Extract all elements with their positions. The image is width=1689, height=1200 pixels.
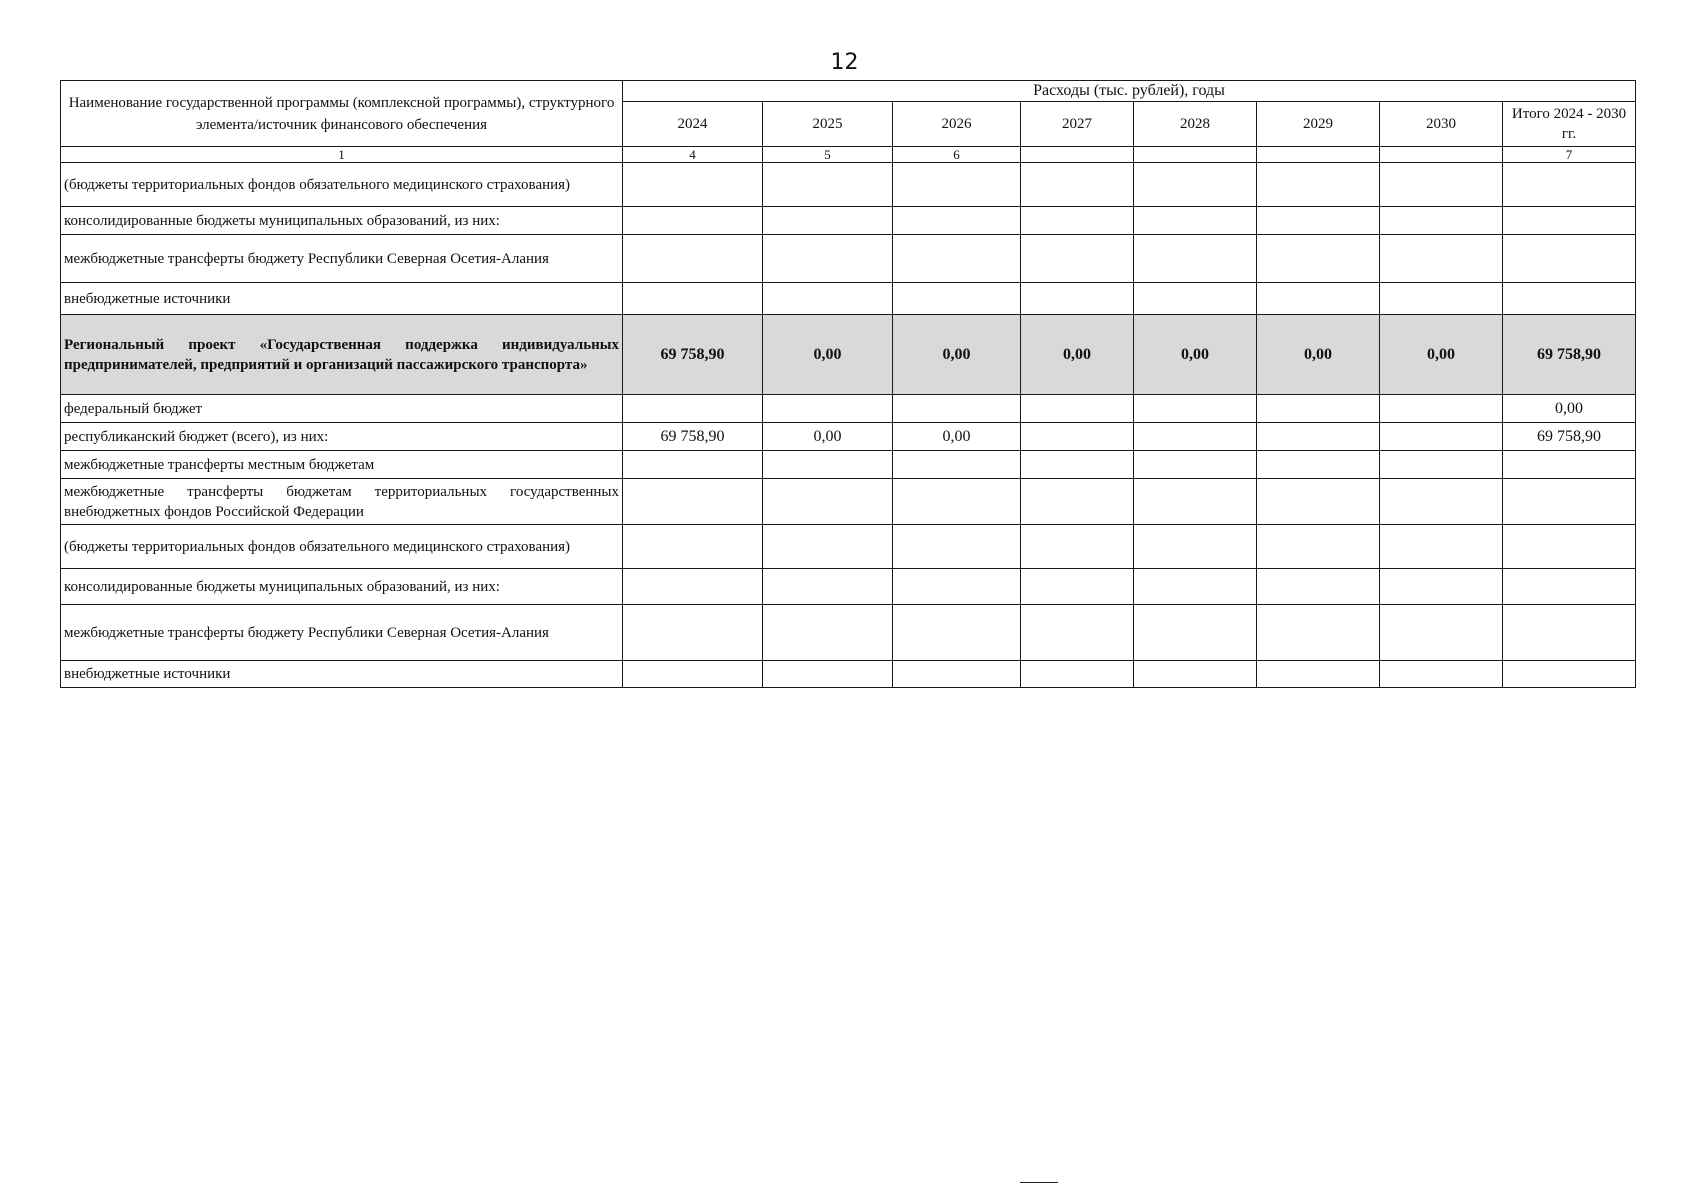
table-row-regional-project	[61, 315, 1636, 395]
row-value-total: 69 758,90	[1503, 423, 1636, 451]
table-row	[61, 479, 1636, 525]
row-value-total	[1503, 605, 1636, 661]
table-row	[61, 207, 1636, 235]
row-value-2025	[763, 569, 893, 605]
row-value-2027: 0,00	[1021, 315, 1134, 395]
row-value-2024	[623, 605, 763, 661]
column-number-row	[61, 147, 1636, 163]
row-label: федеральный бюджет	[61, 395, 623, 423]
row-value-2027	[1021, 283, 1134, 315]
row-value-2025	[763, 451, 893, 479]
row-value-total	[1503, 525, 1636, 569]
table-row	[61, 163, 1636, 207]
row-value-2030	[1380, 235, 1503, 283]
row-value-2029	[1257, 207, 1380, 235]
column-number: 7	[1503, 147, 1636, 163]
row-value-2027	[1021, 661, 1134, 688]
column-number	[1257, 147, 1380, 163]
budget-table	[60, 80, 1636, 688]
header-year-2026: 2026	[893, 102, 1021, 147]
row-value-2030	[1380, 283, 1503, 315]
row-value-2028	[1134, 163, 1257, 207]
row-value-total	[1503, 569, 1636, 605]
row-value-total	[1503, 235, 1636, 283]
row-value-2024	[623, 163, 763, 207]
row-value-2027	[1021, 479, 1134, 525]
row-value-2030	[1380, 605, 1503, 661]
row-value-2024	[623, 661, 763, 688]
row-value-2026	[893, 605, 1021, 661]
row-label: межбюджетные трансферты местным бюджетам	[61, 451, 623, 479]
row-value-2027	[1021, 423, 1134, 451]
row-value-total: 69 758,90	[1503, 315, 1636, 395]
row-value-2028	[1134, 235, 1257, 283]
row-value-2026	[893, 283, 1021, 315]
row-value-2026	[893, 479, 1021, 525]
row-value-2024: 69 758,90	[623, 315, 763, 395]
header-year-2030: 2030	[1380, 102, 1503, 147]
row-value-2024	[623, 283, 763, 315]
row-value-2024	[623, 235, 763, 283]
row-label: межбюджетные трансферты бюджету Республики Северная Осетия-Алания	[61, 605, 623, 661]
row-value-2027	[1021, 235, 1134, 283]
row-value-2027	[1021, 569, 1134, 605]
row-value-2028	[1134, 283, 1257, 315]
row-value-2025	[763, 235, 893, 283]
row-value-2030	[1380, 163, 1503, 207]
row-label: межбюджетные трансферты бюджетам территориальных государственных внебюджетных фондов Российской Федерации	[61, 479, 623, 525]
row-value-2028	[1134, 661, 1257, 688]
row-value-2026	[893, 163, 1021, 207]
row-value-2027	[1021, 525, 1134, 569]
table-row	[61, 569, 1636, 605]
row-value-total	[1503, 451, 1636, 479]
row-value-2028	[1134, 423, 1257, 451]
row-value-2029	[1257, 283, 1380, 315]
row-value-2027	[1021, 395, 1134, 423]
table-row	[61, 395, 1636, 423]
row-value-total	[1503, 207, 1636, 235]
row-value-2029	[1257, 395, 1380, 423]
column-number: 5	[763, 147, 893, 163]
header-year-2028: 2028	[1134, 102, 1257, 147]
row-value-2027	[1021, 207, 1134, 235]
column-number: 1	[61, 147, 623, 163]
row-value-2026	[893, 207, 1021, 235]
header-year-2025: 2025	[763, 102, 893, 147]
row-value-2024	[623, 207, 763, 235]
row-value-2029	[1257, 423, 1380, 451]
row-value-2025	[763, 525, 893, 569]
header-row-1	[61, 81, 1636, 102]
column-number: 6	[893, 147, 1021, 163]
table-row	[61, 661, 1636, 688]
column-number	[1380, 147, 1503, 163]
table-row	[61, 235, 1636, 283]
row-value-2026	[893, 451, 1021, 479]
row-value-2024: 69 758,90	[623, 423, 763, 451]
row-value-2026	[893, 569, 1021, 605]
row-value-2030	[1380, 207, 1503, 235]
table-row	[61, 525, 1636, 569]
row-value-2028	[1134, 451, 1257, 479]
row-value-2029	[1257, 661, 1380, 688]
row-value-2026	[893, 525, 1021, 569]
row-label: (бюджеты территориальных фондов обязательного медицинского страхования)	[61, 525, 623, 569]
header-year-2027: 2027	[1021, 102, 1134, 147]
column-number	[1134, 147, 1257, 163]
row-value-2026	[893, 395, 1021, 423]
header-name-column: Наименование государственной программы (комплексной программы), структурного элемента/источник финансового обеспечения	[61, 81, 623, 147]
row-value-total	[1503, 479, 1636, 525]
row-value-2027	[1021, 451, 1134, 479]
column-number	[1021, 147, 1134, 163]
row-value-2029	[1257, 451, 1380, 479]
row-value-2024	[623, 569, 763, 605]
row-value-total	[1503, 661, 1636, 688]
table-row	[61, 283, 1636, 315]
row-value-2029	[1257, 235, 1380, 283]
row-value-2024	[623, 525, 763, 569]
row-value-2027	[1021, 605, 1134, 661]
header-year-2024: 2024	[623, 102, 763, 147]
row-value-2029	[1257, 479, 1380, 525]
row-value-2024	[623, 479, 763, 525]
row-value-2028	[1134, 395, 1257, 423]
row-value-2026	[893, 661, 1021, 688]
row-value-2025	[763, 479, 893, 525]
row-value-2028	[1134, 605, 1257, 661]
page-number: 12	[830, 50, 859, 75]
row-label: внебюджетные источники	[61, 661, 623, 688]
row-value-2030	[1380, 395, 1503, 423]
row-value-total: 0,00	[1503, 395, 1636, 423]
row-value-total	[1503, 163, 1636, 207]
row-value-2029	[1257, 569, 1380, 605]
row-value-2029	[1257, 605, 1380, 661]
table-row	[61, 605, 1636, 661]
row-value-2027	[1021, 163, 1134, 207]
header-total: Итого 2024 - 2030 гг.	[1503, 102, 1636, 147]
row-label: межбюджетные трансферты бюджету Республики Северная Осетия-Алания	[61, 235, 623, 283]
row-value-2025	[763, 207, 893, 235]
table-row	[61, 423, 1636, 451]
row-value-2030	[1380, 569, 1503, 605]
row-value-2025	[763, 395, 893, 423]
row-value-2026: 0,00	[893, 423, 1021, 451]
row-value-2025	[763, 163, 893, 207]
table-row	[61, 451, 1636, 479]
row-value-2030: 0,00	[1380, 315, 1503, 395]
row-value-2030	[1380, 479, 1503, 525]
row-value-2030	[1380, 525, 1503, 569]
row-value-2028	[1134, 569, 1257, 605]
row-value-2025	[763, 605, 893, 661]
row-label: консолидированные бюджеты муниципальных образований, из них:	[61, 207, 623, 235]
footer-line	[1020, 1182, 1058, 1183]
row-value-2024	[623, 395, 763, 423]
row-value-2028	[1134, 479, 1257, 525]
row-value-2025	[763, 661, 893, 688]
column-number: 4	[623, 147, 763, 163]
row-value-2030	[1380, 451, 1503, 479]
row-label: (бюджеты территориальных фондов обязательного медицинского страхования)	[61, 163, 623, 207]
row-label: республиканский бюджет (всего), из них:	[61, 423, 623, 451]
header-expenses-group: Расходы (тыс. рублей), годы	[623, 81, 1636, 102]
row-value-2024	[623, 451, 763, 479]
row-value-2025: 0,00	[763, 315, 893, 395]
header-year-2029: 2029	[1257, 102, 1380, 147]
row-value-2026	[893, 235, 1021, 283]
row-value-2030	[1380, 423, 1503, 451]
row-label: консолидированные бюджеты муниципальных образований, из них:	[61, 569, 623, 605]
row-value-2026: 0,00	[893, 315, 1021, 395]
row-value-2030	[1380, 661, 1503, 688]
row-value-2029: 0,00	[1257, 315, 1380, 395]
row-value-2025: 0,00	[763, 423, 893, 451]
row-value-2025	[763, 283, 893, 315]
row-label: внебюджетные источники	[61, 283, 623, 315]
row-value-total	[1503, 283, 1636, 315]
row-value-2028	[1134, 207, 1257, 235]
row-value-2029	[1257, 163, 1380, 207]
row-value-2028: 0,00	[1134, 315, 1257, 395]
row-value-2028	[1134, 525, 1257, 569]
row-value-2029	[1257, 525, 1380, 569]
row-label: Региональный проект «Государственная поддержка индивидуальных предпринимателей, предприятий и организаций пассажирского транспорта»	[61, 315, 623, 395]
